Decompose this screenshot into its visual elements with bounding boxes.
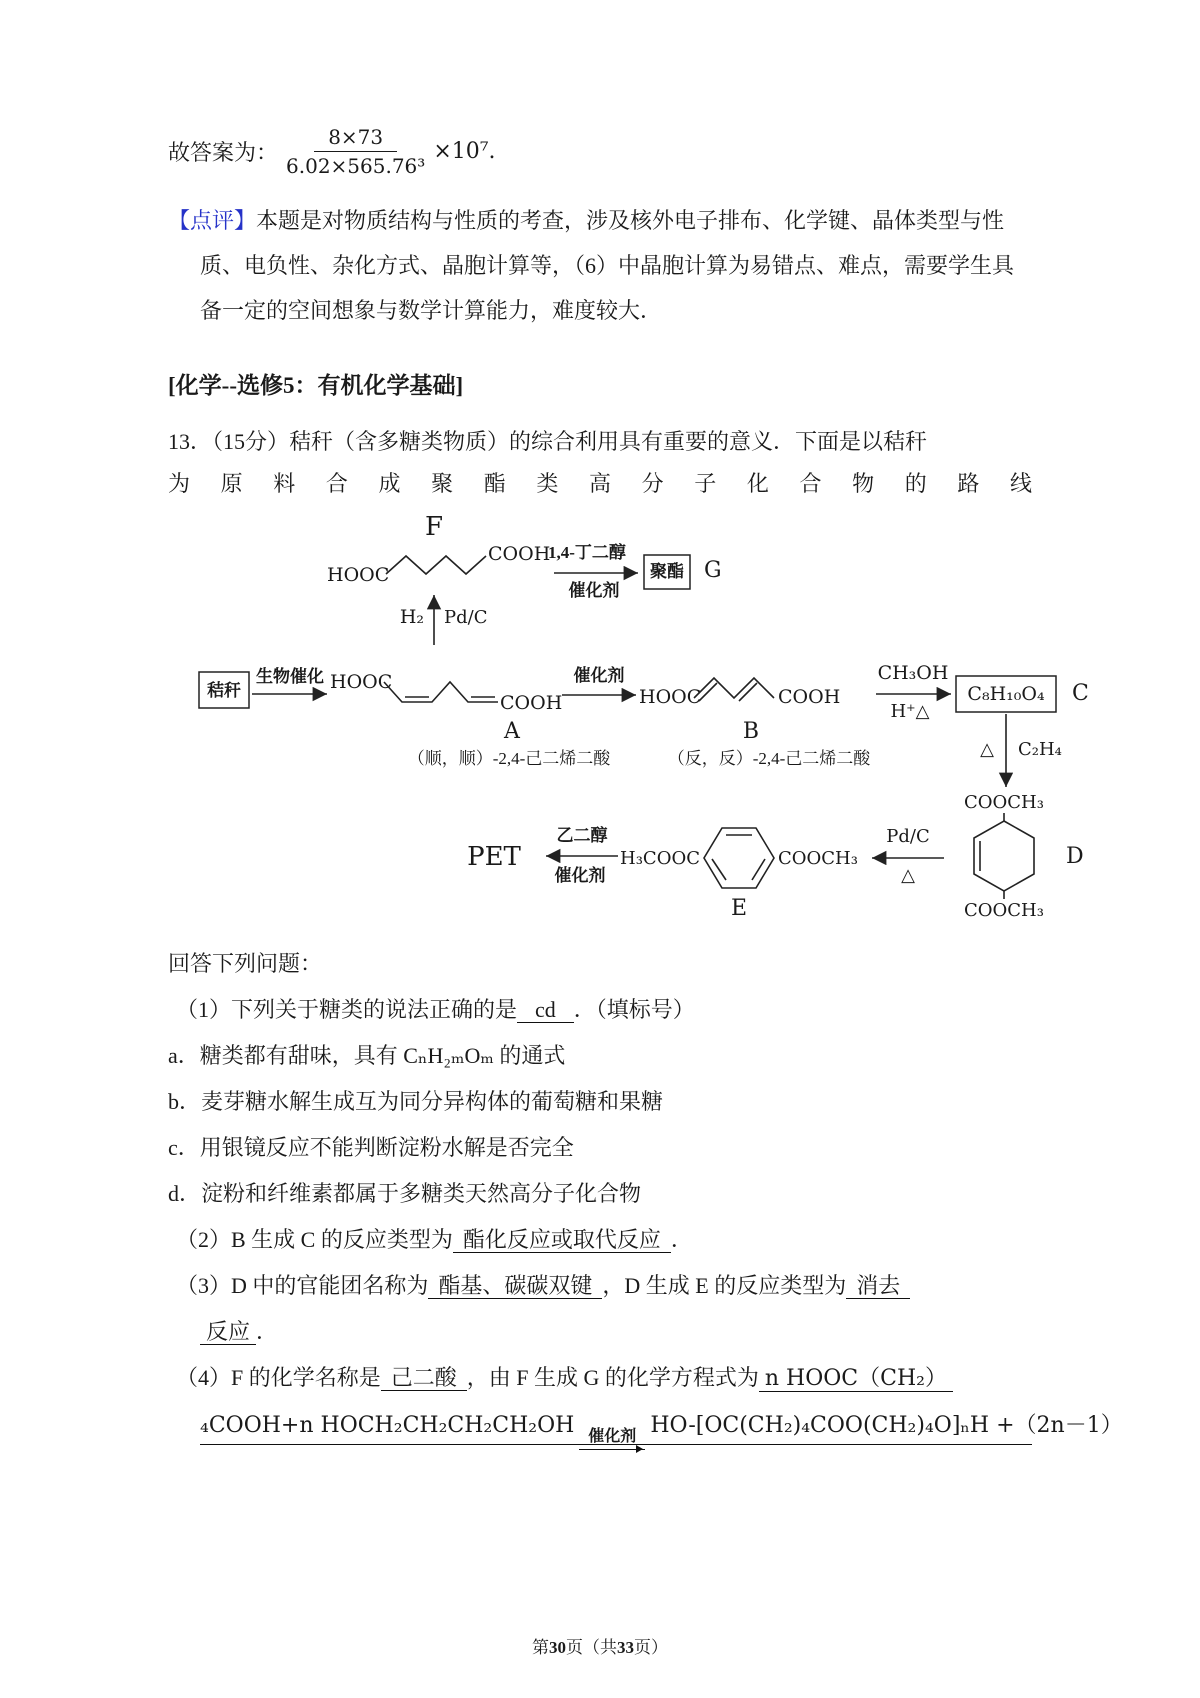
- q2-suffix: ．: [670, 1227, 693, 1252]
- q4-text: （4）F 的化学名称是: [176, 1365, 381, 1390]
- question-3-line2: [168, 1309, 1032, 1355]
- q4-equation-part1: n HOOC（CH₂）: [759, 1366, 953, 1392]
- q4-equation-left: ₄COOH+n HOCH₂CH₂CH₂CH₂OH: [200, 1413, 575, 1438]
- question-2: [168, 1217, 1032, 1263]
- d-cyclohexene-ring: [974, 821, 1034, 891]
- footer-total-pages: 33: [617, 1638, 634, 1657]
- b-hooc-group: HOOC: [639, 686, 702, 708]
- q2-answer: 酯化反应或取代反应: [453, 1227, 671, 1253]
- compound-a-label: A: [504, 719, 520, 744]
- reaction-scheme: [194, 511, 1089, 941]
- compound-e-label: E: [730, 896, 748, 921]
- reaction-scheme-svg: [194, 511, 1094, 941]
- f-carbon-chain-bond: [386, 556, 486, 574]
- f-cooh-group: COOH: [488, 543, 551, 565]
- b-double-bond-2: [739, 683, 757, 701]
- h2-reagent-label: H₂: [399, 606, 424, 628]
- ethylene-reagent-label: C₂H₄: [1018, 739, 1062, 760]
- d-ester-bottom-group: COOCH₃: [964, 900, 1044, 921]
- section-title: [化学--选修5：有机化学基础]: [168, 373, 464, 398]
- a-hooc-group: HOOC: [330, 671, 393, 693]
- b-double-bond-1: [699, 683, 717, 701]
- q3-answer-2a: 消去: [846, 1273, 910, 1299]
- heat-label-2: △: [901, 865, 915, 886]
- q1-text: （1）下列关于糖类的说法正确的是: [176, 997, 518, 1022]
- option-b: b．麦芽糖水解生成互为同分异构体的葡萄糖和果糖: [168, 1089, 664, 1114]
- answer-prefix: 故答案为：: [168, 139, 279, 165]
- e-ester-right-group: COOCH₃: [778, 848, 858, 869]
- pet-product-label: PET: [467, 842, 521, 872]
- reaction-condition-arrow: [579, 1428, 645, 1450]
- catalyst-label-2: 催化剂: [554, 866, 606, 885]
- questions-block: [168, 941, 1123, 1450]
- option-a: a．糖类都有甜味，具有 CₙH₂ₘOₘ 的通式: [168, 1043, 566, 1068]
- heat-label-1: △: [980, 739, 994, 760]
- compound-d-label: D: [1066, 844, 1084, 869]
- pdc-catalyst-label-2: Pd/C: [886, 826, 930, 847]
- e-ring-double-bond-2: [712, 859, 726, 880]
- q4-equation-right: HO-[OC(CH₂)₄COO(CH₂)₄O]ₙH +（2n－1）: [650, 1413, 1123, 1438]
- footer-mid: 页（共: [566, 1638, 617, 1657]
- q3-text: （3）D 中的官能团名称为: [176, 1273, 429, 1298]
- bio-catalysis-label: 生物催化: [256, 667, 324, 686]
- compound-b-label: B: [742, 719, 760, 744]
- methanol-reagent-label: CH₃OH: [877, 662, 949, 684]
- fraction: [286, 124, 425, 179]
- e-ester-left-group: H₃COOC: [620, 848, 700, 869]
- polyester-box-label: 聚酯: [650, 562, 684, 581]
- q3-answer-2b: 反应: [200, 1319, 256, 1345]
- q1-suffix: ．（填标号）: [573, 997, 695, 1022]
- comment-paragraph: [168, 198, 1032, 333]
- catalyst-label-1: 催化剂: [573, 666, 625, 685]
- compound-a-name: （顺，顺）-2,4-己二烯二酸: [407, 749, 611, 768]
- acid-heat-label: H⁺△: [890, 701, 930, 722]
- question-1: [168, 987, 1032, 1033]
- q3-mid-text: ，D 生成 E 的反应类型为: [602, 1273, 847, 1298]
- compound-c-formula: C₈H₁₀O₄: [967, 683, 1045, 705]
- q1-answer: cd: [517, 997, 574, 1023]
- fraction-numerator: 8×73: [314, 124, 397, 152]
- question-4-line1: [168, 1355, 1032, 1402]
- footer-page-number: 30: [549, 1638, 566, 1657]
- b-cooh-group: COOH: [778, 686, 841, 708]
- compound-g-label: G: [704, 558, 722, 583]
- compound-f-label: F: [424, 512, 444, 542]
- answer-suffix: ×10⁷.: [433, 138, 496, 164]
- question-4-line2: [168, 1402, 1123, 1450]
- butanediol-reagent-label: 1,4-丁二醇: [548, 543, 626, 562]
- compound-b-name: （反，反）-2,4-己二烯二酸: [667, 749, 871, 768]
- question-intro-line1: 13．（15分）秸秆（含多糖类物质）的综合利用具有重要的意义．下面是以秸秆: [168, 429, 928, 454]
- a-cooh-group: COOH: [500, 692, 563, 714]
- q4-answer-1: 己二酸: [381, 1365, 467, 1391]
- comment-text: 本题是对物质结构与性质的考查，涉及核外电子排布、化学键、晶体类型与性质、电负性、杂化方式、晶胞计算等，（6）中晶胞计算为易错点、难点，需要学生具备一定的空间想象与数学计算能力，难度较大．: [200, 208, 1015, 323]
- equation-arrow-line: [579, 1449, 645, 1450]
- compound-c-label: C: [1072, 681, 1089, 706]
- footer-pre: 第: [532, 1638, 549, 1657]
- footer-post: 页）: [634, 1638, 668, 1657]
- straw-box-label: 秸秆: [207, 681, 241, 700]
- option-c: c．用银镜反应不能判断淀粉水解是否完全: [168, 1135, 574, 1160]
- d-ester-top-group: COOCH₃: [964, 792, 1044, 813]
- glycol-reagent-label: 乙二醇: [556, 826, 608, 845]
- pdc-catalyst-label-1: Pd/C: [444, 607, 488, 628]
- q3-suffix: ．: [256, 1319, 279, 1344]
- e-benzene-ring: [704, 828, 774, 888]
- final-answer-line: [168, 118, 1032, 184]
- option-d: d．淀粉和纤维素都属于多糖类天然高分子化合物: [168, 1181, 642, 1206]
- equation-catalyst-label: 催化剂: [588, 1428, 637, 1445]
- q4-mid-text: ，由 F 生成 G 的化学方程式为: [466, 1365, 759, 1390]
- comment-tag: 【点评】: [168, 208, 257, 233]
- answer-prompt: 回答下列问题：: [168, 951, 323, 976]
- question-intro-line2: 为原料合成聚酯类高分子化合物的路线: [168, 471, 1032, 496]
- f-hooc-group: HOOC: [327, 564, 390, 586]
- a-carbon-chain-bond: [384, 682, 498, 702]
- question-3-line1: [168, 1263, 1032, 1309]
- q3-answer-1: 酯基、碳碳双键: [428, 1273, 602, 1299]
- catalyst-label-f: 催化剂: [568, 581, 620, 600]
- q2-text: （2）B 生成 C 的反应类型为: [176, 1227, 453, 1252]
- fraction-denominator: 6.02×565.76³: [286, 153, 426, 178]
- page-footer: [0, 1633, 1200, 1658]
